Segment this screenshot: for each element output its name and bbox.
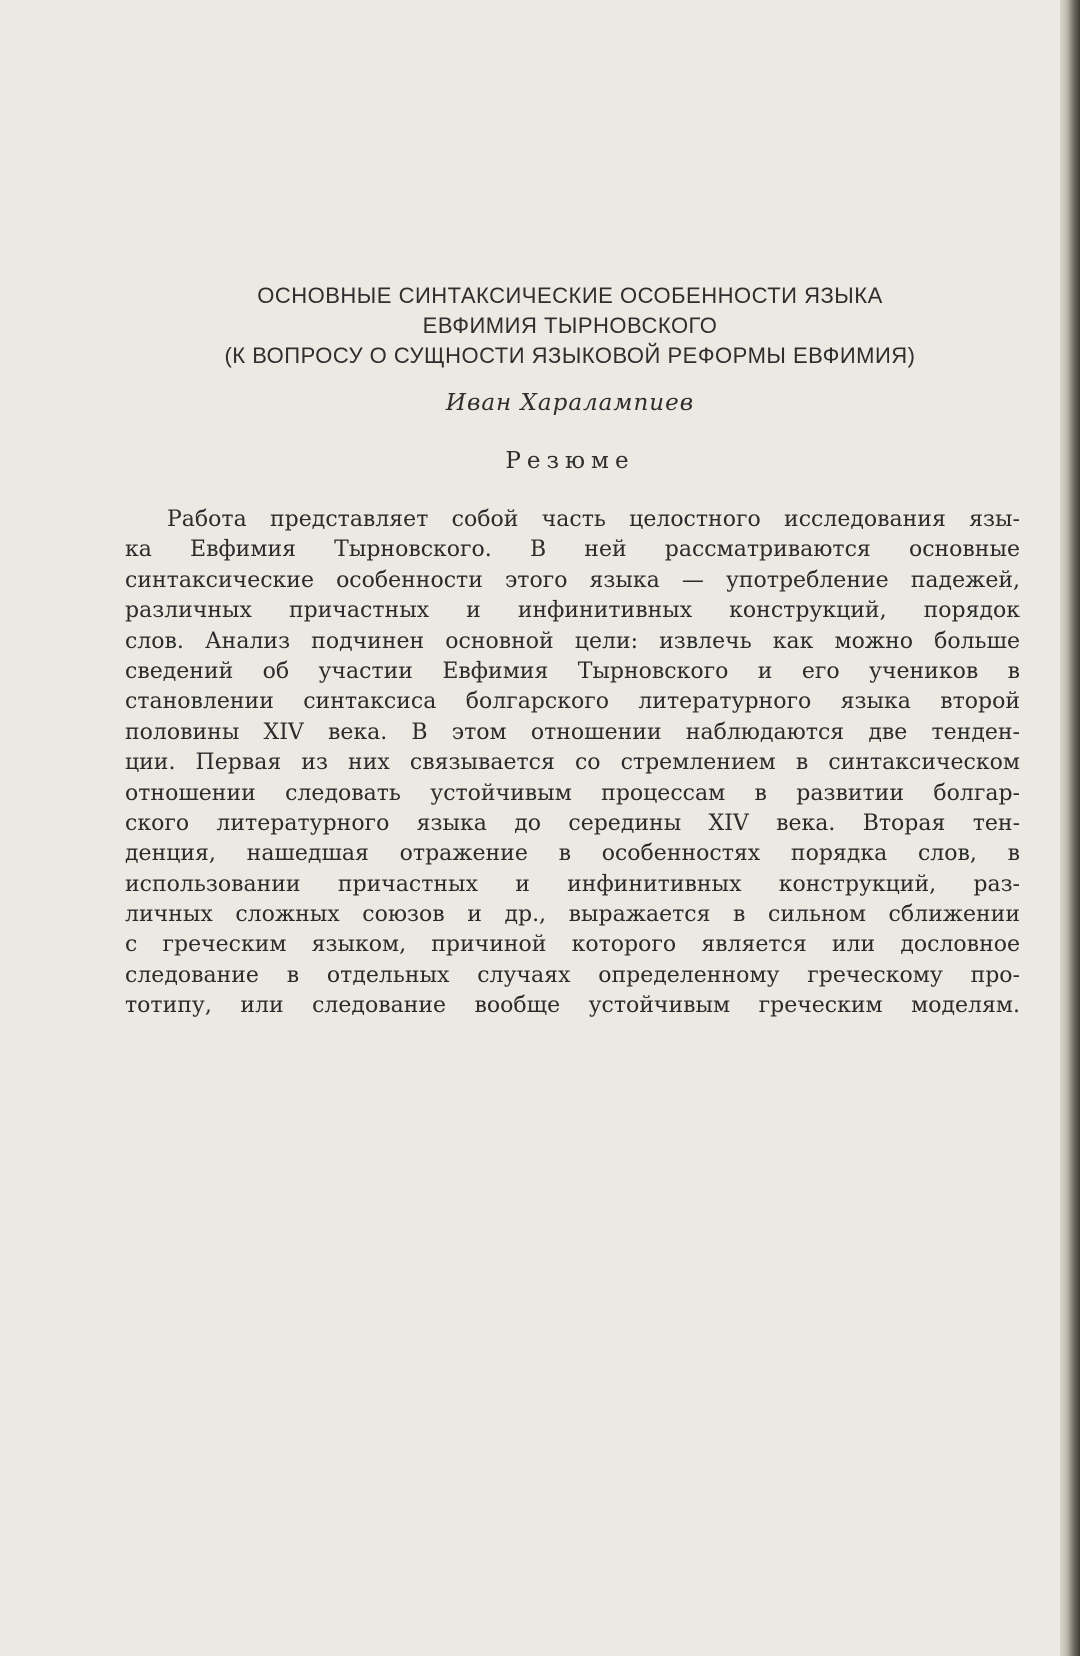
summary-paragraph — [125, 505, 1020, 1022]
body-line: Работа представляет собой часть целостного исследования язы- — [167, 507, 1020, 532]
body-line: следование в отдельных случаях определенному греческому про- — [125, 962, 1020, 988]
body-line: сведений об участии Евфимия Тырновского и его учеников в — [125, 658, 1020, 684]
body-line: становлении синтаксиса болгарского литературного языка второй — [125, 689, 1020, 715]
body-line: синтаксические особенности этого языка — употребление падежей, — [125, 567, 1020, 593]
page-binding-edge — [1060, 0, 1080, 1656]
body-line: ка Евфимия Тырновского. В ней рассматриваются основные — [125, 537, 1020, 563]
title-line-3: (К ВОПРОСУ О СУЩНОСТИ ЯЗЫКОВОЙ РЕФОРМЫ ЕВФИМИЯ) — [224, 343, 916, 368]
body-line: ции. Первая из них связывается со стремлением в синтаксическом — [125, 750, 1020, 776]
body-line: половины XIV века. В этом отношении наблюдаются две тенден- — [125, 719, 1020, 745]
body-line: слов. Анализ подчинен основной цели: извлечь как можно больше — [125, 628, 1020, 654]
article-title — [150, 281, 990, 371]
body-line: с греческим языком, причиной которого является или дословное — [125, 932, 1020, 958]
body-line: ского литературного языка до середины XIV века. Вторая тен- — [125, 810, 1020, 836]
body-line: личных сложных союзов и др., выражается в сильном сближении — [125, 902, 1020, 928]
summary-heading: Резюме — [505, 448, 635, 474]
body-line: различных причастных и инфинитивных конструкций, порядок — [125, 598, 1020, 624]
body-line: отношении следовать устойчивым процессам в развитии болгар- — [125, 780, 1020, 806]
author-name: Иван Харалампиев — [445, 390, 695, 416]
body-line: тотипу, или следование вообще устойчивым греческим моделям. — [125, 993, 1020, 1019]
title-line-2: ЕВФИМИЯ ТЫРНОВСКОГО — [422, 313, 718, 338]
title-line-1: ОСНОВНЫЕ СИНТАКСИЧЕСКИЕ ОСОБЕННОСТИ ЯЗЫКА — [257, 283, 883, 308]
body-line: использовании причастных и инфинитивных конструкций, раз- — [125, 871, 1020, 897]
body-line: денция, нашедшая отражение в особенностях порядка слов, в — [125, 841, 1020, 867]
